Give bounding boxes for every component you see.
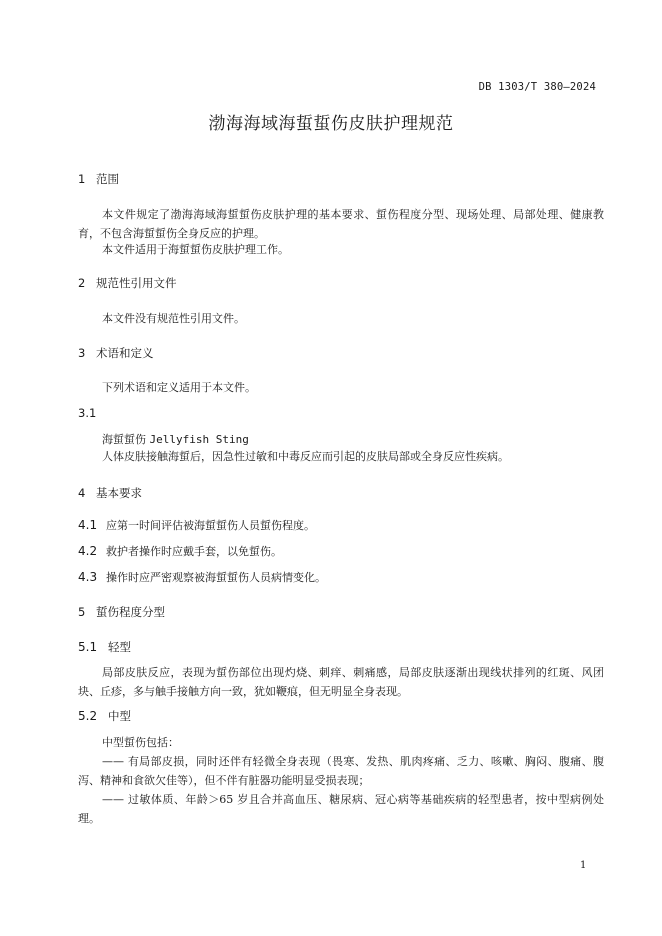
- section-number: 2: [78, 276, 86, 290]
- section-3-heading: [78, 345, 154, 361]
- subsection-5-2-intro: 中型蜇伤包括：: [102, 736, 179, 749]
- clause-4-1: [78, 517, 315, 533]
- section-4-heading: [78, 485, 142, 501]
- clause-4-3: [78, 569, 326, 585]
- clause-number: 4.3: [78, 570, 98, 584]
- subsection-title: 轻型: [108, 640, 131, 654]
- subsection-5-2-heading: [78, 708, 131, 724]
- section-2-heading: [78, 275, 177, 291]
- section-title: 术语和定义: [96, 346, 154, 360]
- document-number: DB 1303/T 380—2024: [478, 81, 596, 93]
- page-number: 1: [580, 860, 587, 871]
- section-3-paragraph: 下列术语和定义适用于本文件。: [102, 381, 256, 394]
- section-title: 蜇伤程度分型: [96, 605, 165, 619]
- section-title: 规范性引用文件: [96, 276, 177, 290]
- clause-text: 救护者操作时应戴手套，以免蜇伤。: [106, 545, 282, 558]
- section-title: 基本要求: [96, 486, 142, 500]
- clause-text: 应第一时间评估被海蜇蜇伤人员蜇伤程度。: [106, 519, 315, 532]
- section-number: 3: [78, 346, 86, 360]
- subsection-number: 5.1: [78, 640, 98, 654]
- section-5-heading: [78, 604, 165, 620]
- subsection-5-2-bullet-1: —— 有局部皮损，同时还伴有轻微全身表现（畏寒、发热、肌肉疼痛、乏力、咳嗽、胸闷、腹痛、腹泻、精神和食欲欠佳等），但不伴有脏器功能明显受损表现；: [78, 755, 604, 787]
- section-2-paragraph: 本文件没有规范性引用文件。: [102, 312, 245, 325]
- section-1-heading: [78, 171, 119, 187]
- document-title: 渤海海域海蜇蜇伤皮肤护理规范: [208, 114, 454, 134]
- section-title: 范围: [96, 172, 119, 186]
- term-heading: [102, 431, 249, 447]
- section-1-paragraph-2: 本文件适用于海蜇蜇伤皮肤护理工作。: [102, 243, 289, 256]
- clause-number: 4.2: [78, 544, 98, 558]
- clause-text: 操作时应严密观察被海蜇蜇伤人员病情变化。: [106, 571, 326, 584]
- clause-number: 4.1: [78, 518, 98, 532]
- clause-4-2: [78, 543, 282, 559]
- subsection-5-2-bullet-2: —— 过敏体质、年龄＞65 岁且合并高血压、糖尿病、冠心病等基础疾病的轻型患者，按中型病例处理。: [78, 793, 604, 825]
- section-1-paragraph-1: 本文件规定了渤海海域海蜇蜇伤皮肤护理的基本要求、蜇伤程度分型、现场处理、局部处理、健康教育，不包含海蜇蜇伤全身反应的护理。: [78, 208, 604, 240]
- subsection-title: 中型: [108, 709, 131, 723]
- subsection-number: 5.2: [78, 709, 98, 723]
- subsection-5-1-paragraph: 局部皮肤反应，表现为蜇伤部位出现灼烧、刺痒、刺痛感，局部皮肤逐渐出现线状排列的红斑、风团块、丘疹，多与触手接触方向一致，犹如鞭痕，但无明显全身表现。: [78, 666, 604, 698]
- section-number: 5: [78, 605, 86, 619]
- term-chinese: 海蜇蜇伤: [102, 433, 146, 446]
- section-number: 4: [78, 486, 86, 500]
- term-definition: 人体皮肤接触海蜇后，因急性过敏和中毒反应而引起的皮肤局部或全身反应性疾病。: [102, 450, 509, 463]
- subsection-5-1-heading: [78, 639, 131, 655]
- term-number: 3.1: [78, 406, 97, 420]
- term-english: Jellyfish Sting: [149, 433, 249, 446]
- section-number: 1: [78, 172, 86, 186]
